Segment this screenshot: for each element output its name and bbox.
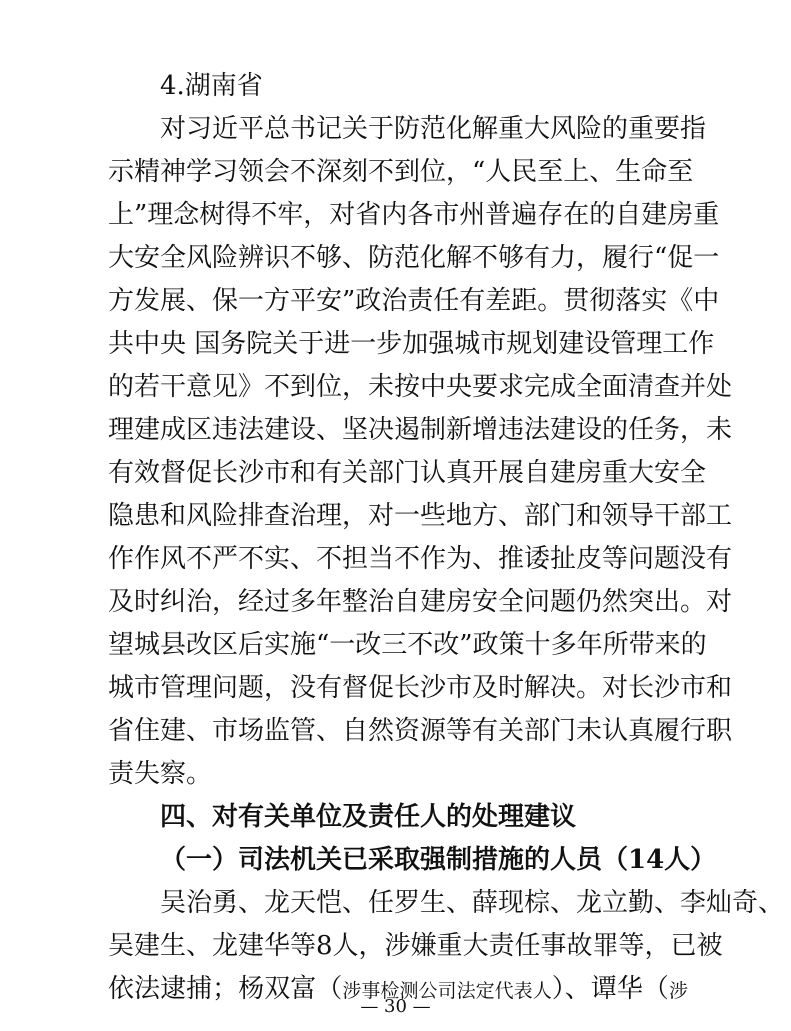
text-run: 依法逮捕；杨双富（ [108, 974, 343, 1004]
paragraph-line: 理建成区违法建设、坚决遏制新增违法建设的任务，未 [108, 415, 733, 445]
page-number: — 30 — [360, 996, 431, 1017]
paragraph-line: 省住建、市场监管、自然资源等有关部门未认真履行职 [108, 716, 733, 746]
paragraph-line: 共中央 国务院关于进一步加强城市规划建设管理工作 [108, 329, 715, 359]
paragraph-line: 隐患和风险排查治理，对一些地方、部门和领导干部工 [108, 501, 733, 531]
province-heading: 4.湖南省 [160, 71, 263, 101]
text-run: 涉事检测公司法定代表人 [342, 980, 552, 1002]
text-run: 涉 [668, 980, 688, 1002]
text-run: ）、谭华（ [551, 974, 669, 1004]
paragraph-line: 上”理念树得不牢，对省内各市州普遍存在的自建房重 [108, 200, 720, 230]
paragraph-line: 吴治勇、龙天恺、任罗生、薛现棕、龙立勤、李灿奇、 [160, 888, 785, 918]
paragraph-line: 对习近平总书记关于防范化解重大风险的重要指 [160, 114, 707, 144]
paragraph-line: 及时纠治，经过多年整治自建房安全问题仍然突出。对 [108, 587, 733, 617]
paragraph-line: 大安全风险辨识不够、防范化解不够有力，履行“促一 [108, 243, 720, 273]
paragraph-line: 示精神学习领会不深刻不到位，“人民至上、生命至 [108, 157, 694, 187]
section-heading: 四、对有关单位及责任人的处理建议 [160, 802, 577, 832]
paragraph-line: 望城县改区后实施“一改三不改”政策十多年所带来的 [108, 630, 707, 660]
paragraph-line: 城市管理问题，没有督促长沙市及时解决。对长沙市和 [108, 673, 733, 703]
paragraph-line: 作作风不严不实、不担当不作为、推诿扯皮等问题没有 [108, 544, 733, 574]
paragraph-line: 方发展、保一方平安”政治责任有差距。贯彻落实《中 [108, 286, 720, 316]
subsection-heading: （一）司法机关已采取强制措施的人员（14人） [160, 845, 717, 875]
paragraph-line: 的若干意见》不到位，未按中央要求完成全面清查并处 [108, 372, 733, 402]
paragraph-line: 吴建生、龙建华等8人，涉嫌重大责任事故罪等，已被 [108, 931, 723, 961]
paragraph-line: 有效督促长沙市和有关部门认真开展自建房重大安全 [108, 458, 707, 488]
paragraph-line: 责失察。 [108, 759, 213, 789]
